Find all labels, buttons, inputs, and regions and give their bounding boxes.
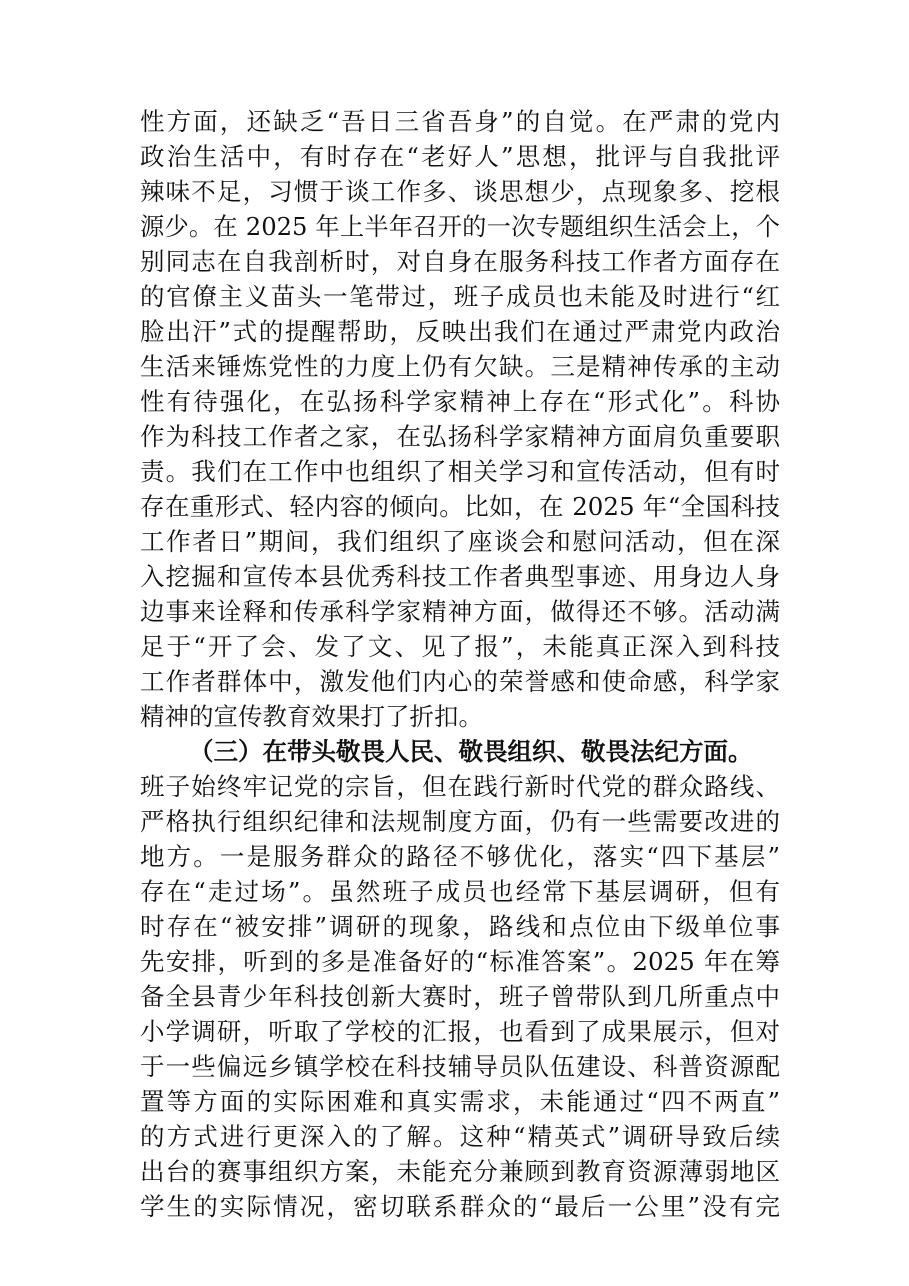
paragraph-line: 政治生活中，有时存在“老好人”思想，批评与自我批评 <box>140 142 780 171</box>
paragraph-line: 置等方面的实际困难和真实需求，未能通过“四不两直” <box>140 1087 780 1116</box>
paragraph-line: 地方。一是服务群众的路径不够优化，落实“四下基层” <box>140 842 780 871</box>
paragraph-line: 存在“走过场”。虽然班子成员也经常下基层调研，但有 <box>140 877 780 906</box>
paragraph-line: 足于“开了会、发了文、见了报”，未能真正深入到科技 <box>140 632 780 661</box>
paragraph-line: 出台的赛事组织方案，未能充分兼顾到教育资源薄弱地区 <box>140 1157 780 1186</box>
paragraph-line: 的方式进行更深入的了解。这种“精英式”调研导致后续 <box>140 1122 780 1151</box>
paragraph-line: 时存在“被安排”调研的现象，路线和点位由下级单位事 <box>140 912 780 941</box>
paragraph-line: 作为科技工作者之家，在弘扬科学家精神方面肩负重要职 <box>140 422 780 451</box>
paragraph-line: 辣味不足，习惯于谈工作多、谈思想少，点现象多、挖根 <box>140 177 780 206</box>
paragraph-line: 先安排，听到的多是准备好的“标准答案”。2025 年在筹 <box>140 947 780 976</box>
paragraph-line: 别同志在自我剖析时，对自身在服务科技工作者方面存在 <box>140 247 780 276</box>
paragraph-line: 边事来诠释和传承科学家精神方面，做得还不够。活动满 <box>140 597 780 626</box>
paragraph-line: 性有待强化，在弘扬科学家精神上存在“形式化”。科协 <box>140 387 780 416</box>
paragraph-line: 于一些偏远乡镇学校在科技辅导员队伍建设、科普资源配 <box>140 1052 780 1081</box>
paragraph-line: 备全县青少年科技创新大赛时，班子曾带队到几所重点中 <box>140 982 780 1011</box>
paragraph-line: 的官僚主义苗头一笔带过，班子成员也未能及时进行“红 <box>140 282 780 311</box>
paragraph-line: 责。我们在工作中也组织了相关学习和宣传活动，但有时 <box>140 457 780 486</box>
paragraph-line: 生活来锤炼党性的力度上仍有欠缺。三是精神传承的主动 <box>140 352 780 381</box>
paragraph-line: 入挖掘和宣传本县优秀科技工作者典型事迹、用身边人身 <box>140 562 780 591</box>
paragraph-line: 源少。在 2025 年上半年召开的一次专题组织生活会上，个 <box>140 212 780 241</box>
paragraph-line: 严格执行组织纪律和法规制度方面，仍有一些需要改进的 <box>140 807 780 836</box>
paragraph-line: 脸出汗”式的提醒帮助，反映出我们在通过严肃党内政治 <box>140 317 780 346</box>
paragraph-line: 班子始终牢记党的宗旨，但在践行新时代党的群众路线、 <box>140 772 780 801</box>
paragraph-line: 学生的实际情况，密切联系群众的“最后一公里”没有完 <box>140 1192 780 1221</box>
section-heading: （三）在带头敬畏人民、敬畏组织、敬畏法纪方面。 <box>189 737 753 766</box>
paragraph-line: 存在重形式、轻内容的倾向。比如，在 2025 年“全国科技 <box>140 492 780 521</box>
paragraph-line: 小学调研，听取了学校的汇报，也看到了成果展示，但对 <box>140 1017 780 1046</box>
paragraph-line: 性方面，还缺乏“吾日三省吾身”的自觉。在严肃的党内 <box>140 107 780 136</box>
paragraph-line: 工作者群体中，激发他们内心的荣誉感和使命感，科学家 <box>140 667 780 696</box>
document-body <box>140 104 780 1224</box>
paragraph-line: 工作者日”期间，我们组织了座谈会和慰问活动，但在深 <box>140 527 780 556</box>
paragraph-line: 精神的宣传教育效果打了折扣。 <box>140 702 483 731</box>
